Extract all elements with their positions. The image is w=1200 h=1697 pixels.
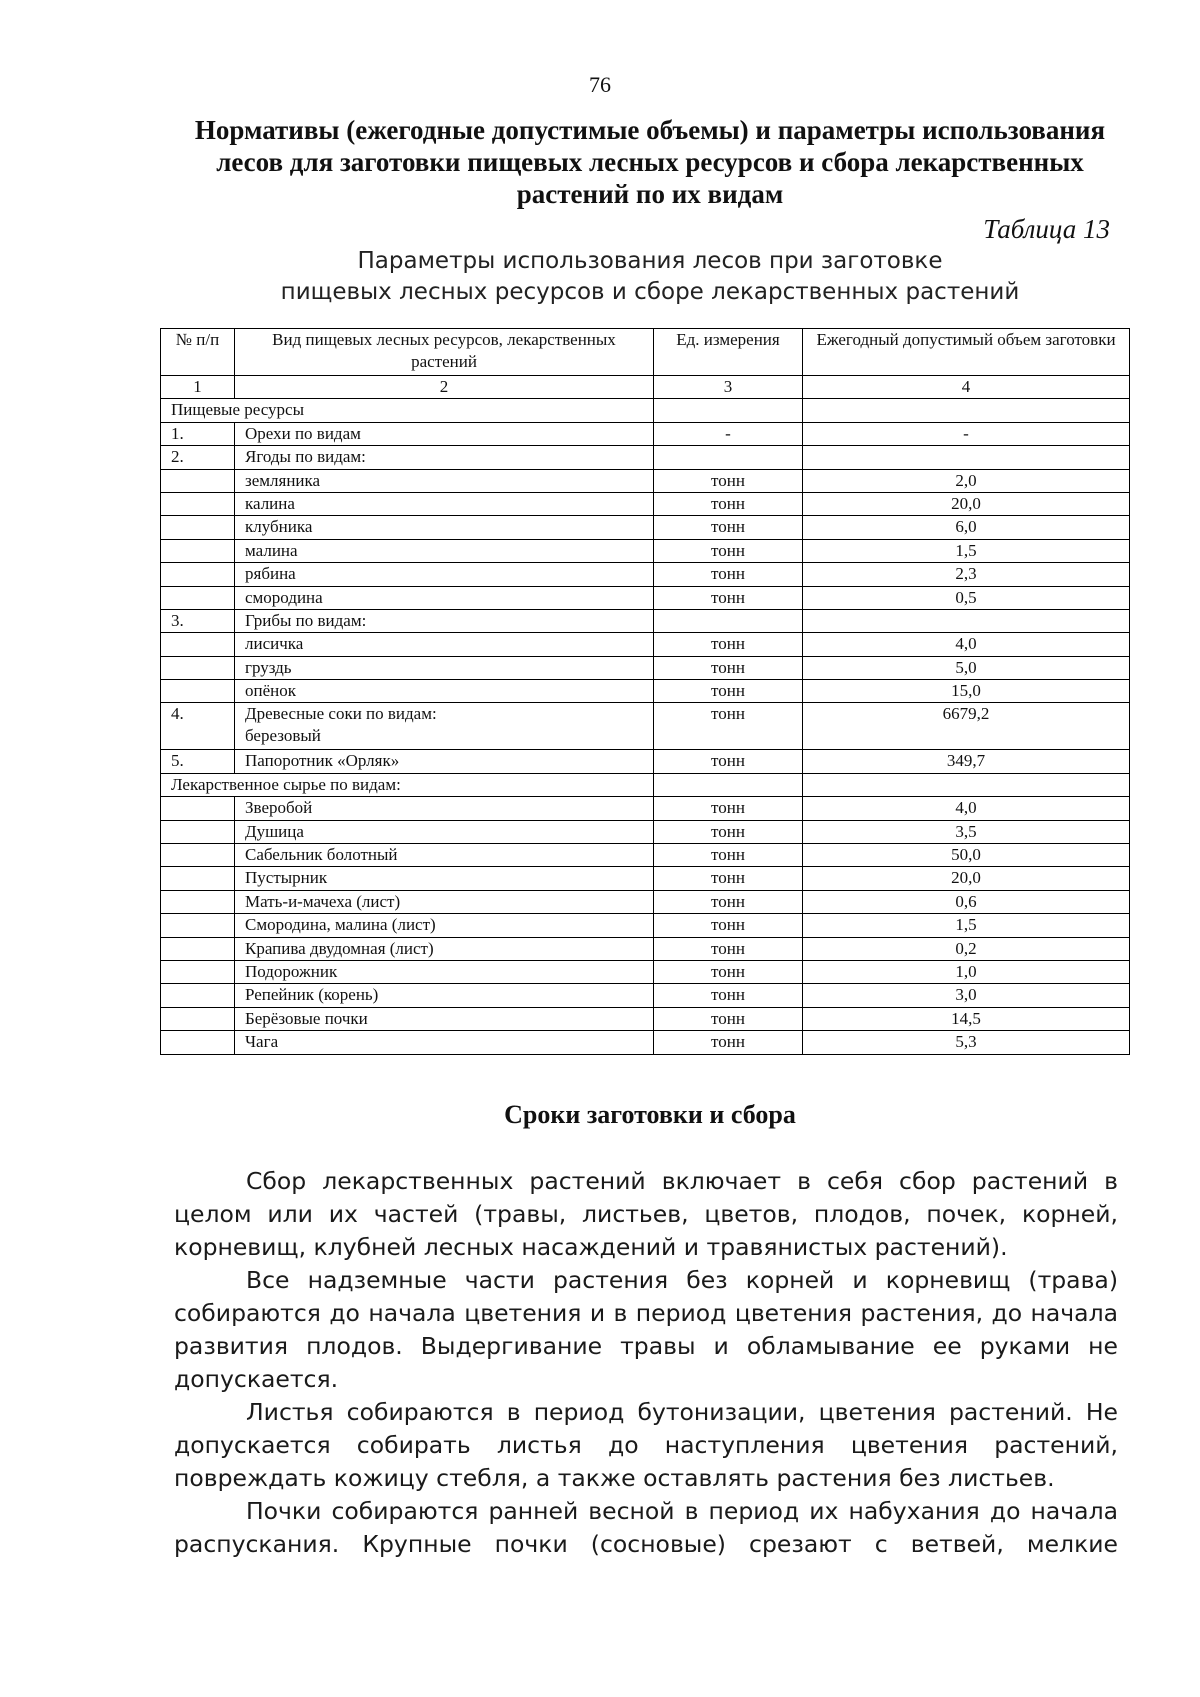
row-number — [161, 656, 235, 679]
resource-name: Берёзовые почки — [235, 1007, 654, 1030]
volume-cell: 5,3 — [803, 1031, 1130, 1054]
row-number — [161, 1007, 235, 1030]
volume-cell: 6679,2 — [803, 703, 1130, 750]
volume-cell: 20,0 — [803, 867, 1130, 890]
column-number: 3 — [654, 376, 803, 399]
unit-cell: тонн — [654, 914, 803, 937]
resource-name: земляника — [235, 469, 654, 492]
row-number — [161, 960, 235, 983]
table-row — [161, 563, 1130, 586]
resource-name: рябина — [235, 563, 654, 586]
volume-cell: 0,2 — [803, 937, 1130, 960]
page-heading: Нормативы (ежегодные допустимые объемы) и параметры использования лесов для заготовки пищевых лесных ресурсов и сбора лекарственных растений по их видам — [194, 115, 1106, 209]
section-row-medicinal — [161, 773, 1130, 796]
table-row — [161, 469, 1130, 492]
page-number: 76 — [589, 72, 611, 97]
unit-cell: тонн — [654, 516, 803, 539]
unit-cell: тонн — [654, 797, 803, 820]
table-subtitle — [160, 246, 1140, 308]
row-number — [161, 820, 235, 843]
column-number: 1 — [161, 376, 235, 399]
resource-name: Орехи по видам — [235, 422, 654, 445]
header-cell: № п/п — [161, 329, 235, 376]
unit-cell: тонн — [654, 563, 803, 586]
table-row — [161, 750, 1130, 773]
table-row — [161, 609, 1130, 632]
resource-name: Ягоды по видам: — [235, 446, 654, 469]
resource-name: малина — [235, 539, 654, 562]
row-number: 1. — [161, 422, 235, 445]
paragraph: Почки собираются ранней весной в период их набухания до начала распускания. Крупные почки (сосновые) срезают с ветвей, мелкие — [174, 1497, 1118, 1558]
table-row — [161, 797, 1130, 820]
row-number: 4. — [161, 703, 235, 750]
unit-cell: тонн — [654, 586, 803, 609]
volume-cell: 14,5 — [803, 1007, 1130, 1030]
section-label: Пищевые ресурсы — [161, 399, 654, 422]
volume-cell: 1,5 — [803, 914, 1130, 937]
volume-cell: 20,0 — [803, 492, 1130, 515]
row-number — [161, 633, 235, 656]
paragraph: Сбор лекарственных растений включает в себя сбор растений в целом или их частей (травы, листьев, цветов, плодов, почек, корней, корневищ, клубней лесных насаждений и травянистых растений). — [174, 1167, 1118, 1261]
unit-cell: тонн — [654, 703, 803, 750]
subtitle-line: Параметры использования лесов при заготовке — [357, 248, 943, 274]
unit-cell: тонн — [654, 820, 803, 843]
resource-name: Папоротник «Орляк» — [235, 750, 654, 773]
table-row — [161, 492, 1130, 515]
table-row — [161, 516, 1130, 539]
row-number — [161, 469, 235, 492]
unit-cell: тонн — [654, 680, 803, 703]
table-row — [161, 914, 1130, 937]
resource-name-line: Древесные соки по видам: — [245, 704, 437, 724]
row-number: 2. — [161, 446, 235, 469]
resource-name: Зверобой — [235, 797, 654, 820]
table-row — [161, 586, 1130, 609]
subtitle-line: пищевых лесных ресурсов и сборе лекарственных растений — [280, 279, 1020, 305]
resource-name: Сабельник болотный — [235, 844, 654, 867]
volume-cell: 4,0 — [803, 797, 1130, 820]
volume-cell: 3,5 — [803, 820, 1130, 843]
unit-cell: тонн — [654, 960, 803, 983]
row-number — [161, 984, 235, 1007]
resource-name-line: березовый — [245, 726, 321, 746]
resource-name: Смородина, малина (лист) — [235, 914, 654, 937]
row-number — [161, 516, 235, 539]
section-heading: Сроки заготовки и сбора — [504, 1100, 796, 1129]
unit-cell: тонн — [654, 469, 803, 492]
unit-cell: тонн — [654, 867, 803, 890]
table-row — [161, 937, 1130, 960]
volume-cell — [803, 773, 1130, 796]
row-number — [161, 867, 235, 890]
resource-name — [235, 703, 654, 750]
header-cell: Вид пищевых лесных ресурсов, лекарственных растений — [235, 329, 654, 376]
volume-cell: 15,0 — [803, 680, 1130, 703]
table-row — [161, 422, 1130, 445]
unit-cell — [654, 446, 803, 469]
resource-name: Мать-и-мачеха (лист) — [235, 890, 654, 913]
row-number: 5. — [161, 750, 235, 773]
header-cell: Ед. измерения — [654, 329, 803, 376]
volume-cell: 2,3 — [803, 563, 1130, 586]
column-number: 4 — [803, 376, 1130, 399]
table-row — [161, 1007, 1130, 1030]
row-number: 3. — [161, 609, 235, 632]
unit-cell — [654, 609, 803, 632]
unit-cell: тонн — [654, 890, 803, 913]
section-row-food — [161, 399, 1130, 422]
table-row — [161, 890, 1130, 913]
row-number — [161, 539, 235, 562]
volume-cell — [803, 446, 1130, 469]
volume-cell: 0,6 — [803, 890, 1130, 913]
row-number — [161, 680, 235, 703]
table-row — [161, 446, 1130, 469]
resource-name: Репейник (корень) — [235, 984, 654, 1007]
unit-cell: тонн — [654, 937, 803, 960]
row-number — [161, 586, 235, 609]
row-number — [161, 1031, 235, 1054]
column-number-row — [161, 376, 1130, 399]
unit-cell: тонн — [654, 1031, 803, 1054]
resource-name: калина — [235, 492, 654, 515]
table-row — [161, 539, 1130, 562]
table-row — [161, 820, 1130, 843]
resource-name: смородина — [235, 586, 654, 609]
row-number — [161, 797, 235, 820]
row-number — [161, 890, 235, 913]
unit-cell: - — [654, 422, 803, 445]
table-row — [161, 656, 1130, 679]
resource-name: Крапива двудомная (лист) — [235, 937, 654, 960]
table-row — [161, 633, 1130, 656]
row-number — [161, 937, 235, 960]
volume-cell: 0,5 — [803, 586, 1130, 609]
unit-cell: тонн — [654, 844, 803, 867]
paragraph: Все надземные части растения без корней и корневищ (трава) собираются до начала цветения и в период цветения растения, до начала развития плодов. Выдергивание травы и обламывание ее руками не допускается. — [174, 1266, 1118, 1393]
resource-name: опёнок — [235, 680, 654, 703]
volume-cell: - — [803, 422, 1130, 445]
row-number — [161, 914, 235, 937]
unit-cell: тонн — [654, 984, 803, 1007]
row-number — [161, 844, 235, 867]
resource-name: Душица — [235, 820, 654, 843]
volume-cell: 50,0 — [803, 844, 1130, 867]
resource-name: клубника — [235, 516, 654, 539]
resource-name: груздь — [235, 656, 654, 679]
unit-cell: тонн — [654, 492, 803, 515]
resource-name: Грибы по видам: — [235, 609, 654, 632]
table-row — [161, 1031, 1130, 1054]
table-row — [161, 867, 1130, 890]
table-row — [161, 844, 1130, 867]
column-number: 2 — [235, 376, 654, 399]
table-row — [161, 984, 1130, 1007]
table-header-row — [161, 329, 1130, 376]
volume-cell: 1,5 — [803, 539, 1130, 562]
table-row — [161, 703, 1130, 750]
volume-cell — [803, 609, 1130, 632]
unit-cell: тонн — [654, 750, 803, 773]
row-number — [161, 563, 235, 586]
volume-cell: 5,0 — [803, 656, 1130, 679]
volume-cell: 2,0 — [803, 469, 1130, 492]
unit-cell: тонн — [654, 633, 803, 656]
resource-name: Подорожник — [235, 960, 654, 983]
unit-cell: тонн — [654, 1007, 803, 1030]
body-text — [174, 1165, 1118, 1561]
row-number — [161, 492, 235, 515]
volume-cell: 349,7 — [803, 750, 1130, 773]
resource-name: Чага — [235, 1031, 654, 1054]
section-label: Лекарственное сырье по видам: — [161, 773, 654, 796]
table-row — [161, 680, 1130, 703]
unit-cell: тонн — [654, 539, 803, 562]
resource-name: Пустырник — [235, 867, 654, 890]
resource-name: лисичка — [235, 633, 654, 656]
unit-cell: тонн — [654, 656, 803, 679]
resources-table — [160, 328, 1130, 1055]
table-row — [161, 960, 1130, 983]
volume-cell: 4,0 — [803, 633, 1130, 656]
unit-cell — [654, 773, 803, 796]
volume-cell: 1,0 — [803, 960, 1130, 983]
volume-cell: 6,0 — [803, 516, 1130, 539]
table-label: Таблица 13 — [983, 214, 1110, 244]
volume-cell: 3,0 — [803, 984, 1130, 1007]
paragraph: Листья собираются в период бутонизации, цветения растений. Не допускается собирать листья до наступления цветения растений, повреждать кожицу стебля, а также оставлять растения без листьев. — [174, 1398, 1118, 1492]
header-cell: Ежегодный допустимый объем заготовки — [803, 329, 1130, 376]
